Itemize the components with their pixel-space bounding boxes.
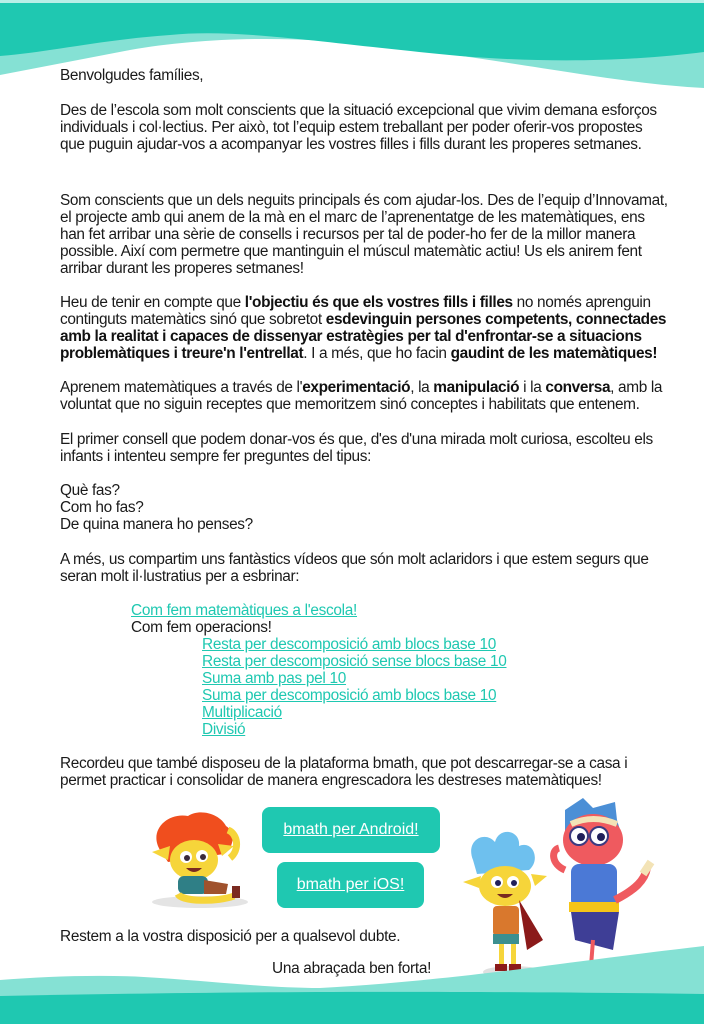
question: De quina manera ho penses? [60, 516, 253, 533]
paragraph-intro: Des de l’escola som molt conscients que la situació excepcional que vivim demana esforços individuals i col·lectius. Per això, tot l’equip estem treballant per poder oferir-vos propostes que puguin ajudar-vos a acompanyar les vostres filles i fills durant les properes setmanes. [60, 102, 657, 153]
header-wave [0, 0, 704, 100]
text: . I a més, que ho facin [303, 345, 451, 362]
link-resta-sense-blocs[interactable]: Resta per descomposició sense blocs base 10 [202, 653, 507, 670]
text: Aprenem matemàtiques a través de l' [60, 379, 303, 396]
questions-list [60, 482, 670, 533]
link-com-fem-matematiques[interactable]: Com fem matemàtiques a l'escola! [131, 602, 358, 619]
signoff: Una abraçada ben forta! [272, 960, 432, 977]
paragraph-advice: El primer consell que podem donar-vos és que, d'es d'una mirada molt curiosa, escolteu els infants i intenteu sempre fer preguntes del tipus: [60, 431, 653, 465]
link-suma-pas-10[interactable]: Suma amb pas pel 10 [202, 670, 347, 687]
footer-wave [0, 944, 704, 1024]
question: Com ho fas? [60, 499, 144, 516]
paragraph-videos: A més, us compartim uns fantàstics vídeos que són molt aclaridors i que estem segurs que seran molt il·lustratius per a esbrinar: [60, 551, 649, 585]
bmath-ios-button[interactable]: bmath per iOS! [277, 862, 424, 908]
operations-label: Com fem operacions! [131, 619, 272, 636]
paragraph-objective [60, 294, 670, 362]
link-resta-amb-blocs[interactable]: Resta per descomposició amb blocs base 10 [202, 636, 496, 653]
text: no només aprenguin continguts matemàtics sinó que sobretot [60, 294, 651, 328]
greeting: Benvolgudes famílies, [60, 67, 204, 84]
bold-text: l'objectiu és que els vostres fills i filles [244, 294, 513, 311]
link-suma-descomposicio[interactable]: Suma per descomposició amb blocs base 10 [202, 687, 497, 704]
bold-text: gaudint de les matemàtiques! [450, 345, 658, 362]
link-divisio[interactable]: Divisió [202, 721, 246, 738]
text: i la [519, 379, 546, 396]
text: , la [410, 379, 434, 396]
text: Heu de tenir en compte que [60, 294, 245, 311]
closing-line: Restem a la vostra disposició per a qualsevol dubte. [60, 928, 401, 945]
text: , amb la voluntat que no siguin receptes que memoritzem sinó conceptes i habilitats que entenem. [60, 379, 663, 413]
paragraph-bmath: Recordeu que també disposeu de la plataforma bmath, que pot descarregar-se a casa i permet practicar i consolidar de manera engrescadora les destreses matemàtiques! [60, 755, 628, 789]
bold-text: conversa [545, 379, 611, 396]
orange-hair-character-illustration [138, 810, 258, 910]
paragraph-learning [60, 379, 670, 413]
video-links [131, 602, 507, 738]
question: Què fas? [60, 482, 120, 499]
paragraph-innovamat: Som conscients que un dels neguits principals és com ajudar-los. Des de l’equip d’Innovamat, el projecte amb qui anem de la mà en el marc de l’aprenentatge de les matemàtiques, ens han fet arribar una sèrie de consells i recursos per tal de poder-ho fer de la millor manera possible. Així com permetre que mantinguin el múscul matemàtic actiu! Us els anirem fent arribar durant les properes setmanes! [60, 192, 668, 277]
link-multiplicacio[interactable]: Multiplicació [202, 704, 282, 721]
bold-text: esdevinguin persones competents, connectades amb la realitat i capaces de dissenyar estratègies per tal d'enfrontar-se a situacions problemàtiques i treure'n l'entrellat [60, 311, 667, 362]
bold-text: experimentació [302, 379, 411, 396]
bold-text: manipulació [433, 379, 520, 396]
bmath-android-button[interactable]: bmath per Android! [262, 807, 440, 853]
